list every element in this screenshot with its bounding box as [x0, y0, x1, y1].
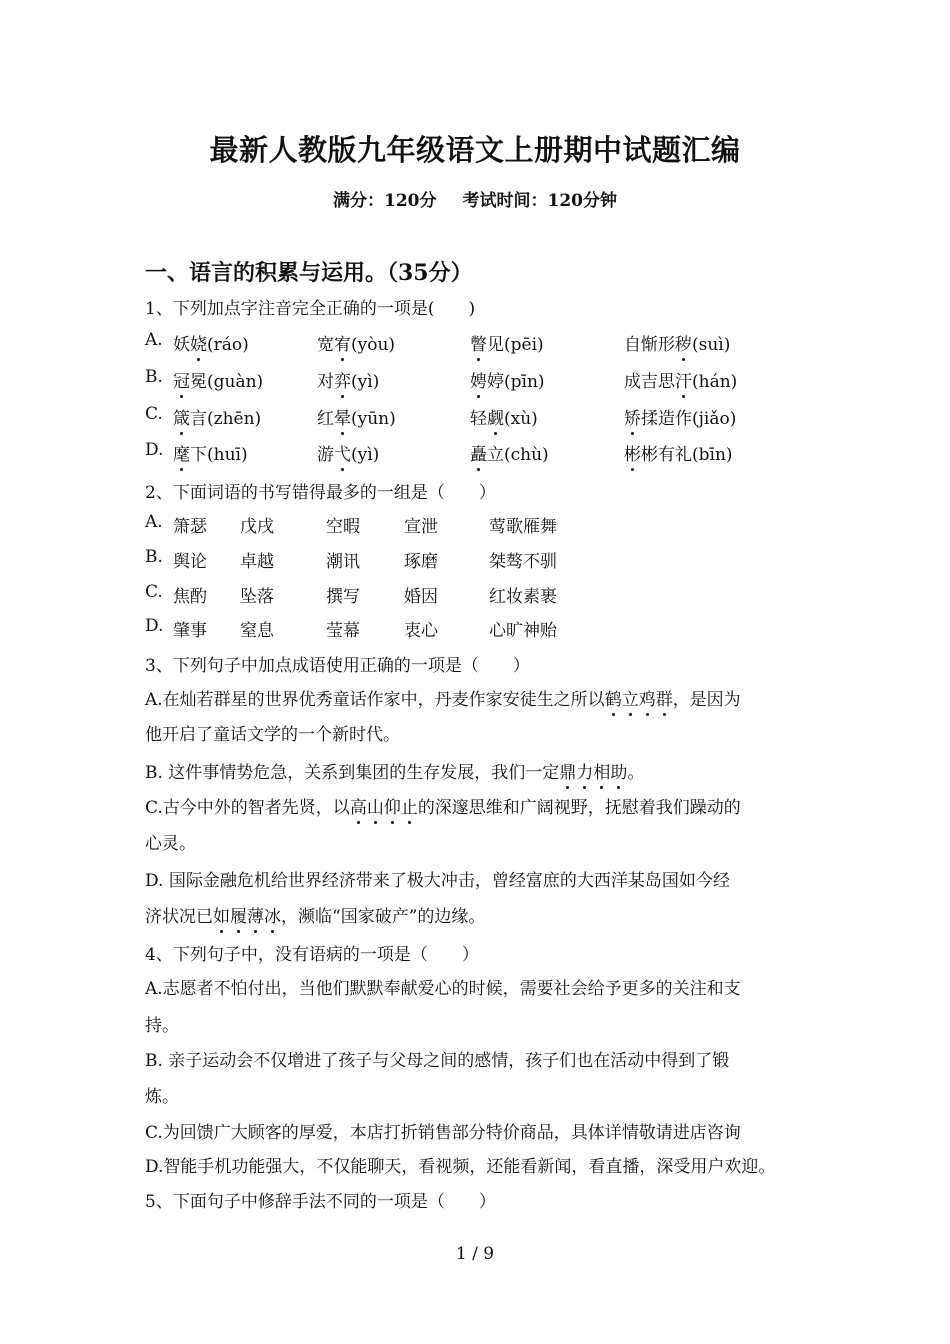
section-heading: 一、语言的积累与运用。（35分）	[145, 260, 473, 286]
q2-option-label: B.	[145, 547, 163, 567]
emphasis-dot-char: 矫	[624, 404, 641, 429]
question-3-option-c: C.古今中外的智者先贤，以高山仰止的深邃思维和广阔视野，抚慰着我们躁动的	[145, 793, 741, 818]
emphasis-dot-char: 如	[213, 902, 230, 927]
emphasis-dot-char: 助	[610, 758, 627, 783]
question-3-option-d: D. 国际金融危机给世界经济带来了极大冲击，曾经富庶的大西洋某岛国如今经	[145, 871, 730, 891]
q2-word: 婚因	[404, 587, 438, 607]
emphasis-dot-char: 彬	[624, 440, 641, 465]
q1-option-item: 对弈(yì)	[317, 367, 379, 392]
q1-option-item: 娉婷(pīn)	[470, 367, 545, 392]
emphasis-dot-char: 晕	[334, 404, 351, 429]
emphasis-dot-char: 止	[401, 793, 418, 818]
page-number: 1 / 9	[455, 1244, 495, 1264]
emphasis-dot-char: 箴	[173, 404, 190, 429]
q2-word: 焦酌	[173, 587, 207, 607]
question-4-option-c: C.为回馈广大顾客的厚爱，本店打折销售部分特价商品，具体详情敬请进店咨询	[145, 1123, 741, 1143]
exam-time: 考试时间：120分钟	[462, 191, 617, 211]
emphasis-dot-char: 立	[622, 685, 639, 710]
question-4-option-a-cont: 持。	[145, 1016, 179, 1036]
emphasis-dot-char: 鼎	[559, 758, 576, 783]
question-1-stem: 1、下列加点字注音完全正确的一项是( )	[145, 299, 476, 319]
q1-option-item: 麾下(huī)	[173, 440, 248, 465]
document-title: 最新人教版九年级语文上册期中试题汇编	[209, 133, 741, 167]
q1-option-item: 自惭形秽(suì)	[624, 330, 730, 355]
q2-option-label: D.	[145, 616, 164, 636]
question-3-option-d-cont: 济状况已如履薄冰，濒临“国家破产”的边缘。	[145, 902, 485, 927]
emphasis-dot-char: 冰	[264, 902, 281, 927]
question-3-option-a-cont: 他开启了童话文学的一个新时代。	[145, 725, 400, 745]
question-3-option-a: A.在灿若群星的世界优秀童话作家中，丹麦作家安徒生之所以鹤立鸡群，是因为	[145, 685, 741, 710]
emphasis-dot-char: 瞥	[470, 330, 487, 355]
q2-word: 坠落	[240, 587, 274, 607]
emphasis-dot-char: 觑	[487, 404, 504, 429]
q2-word: 潮讯	[326, 552, 360, 572]
q2-word: 舆论	[173, 552, 207, 572]
q2-word: 肇事	[173, 621, 207, 641]
question-4-option-d: D.智能手机功能强大，不仅能聊天，看视频，还能看新闻，看直播，深受用户欢迎。	[145, 1157, 776, 1177]
question-4-option-a: A.志愿者不怕付出，当他们默默奉献爱心的时候，需要社会给予更多的关注和支	[145, 979, 741, 999]
q1-option-label: C.	[145, 404, 163, 424]
q1-option-label: D.	[145, 440, 164, 460]
q1-option-item: 宽宥(yòu)	[317, 330, 395, 355]
full-score: 满分：120分	[333, 191, 437, 211]
emphasis-dot-char: 薄	[247, 902, 264, 927]
q2-word: 心旷神贻	[489, 621, 557, 641]
q2-word: 衷心	[404, 621, 438, 641]
emphasis-dot-char: 汗	[675, 367, 692, 392]
q2-word: 桀骜不驯	[489, 552, 557, 572]
emphasis-dot-char: 山	[367, 793, 384, 818]
q2-option-label: C.	[145, 582, 163, 602]
emphasis-dot-char: 娉	[470, 367, 487, 392]
q1-option-item: 矗立(chù)	[470, 440, 549, 465]
q2-option-label: A.	[145, 512, 163, 532]
q2-word: 莹幕	[326, 621, 360, 641]
question-4-option-b: B. 亲子运动会不仅增进了孩子与父母之间的感情，孩子们也在活动中得到了锻	[145, 1051, 730, 1071]
q2-word: 戊戌	[240, 517, 274, 537]
emphasis-dot-char: 弈	[334, 367, 351, 392]
q2-word: 空暇	[326, 517, 360, 537]
emphasis-dot-char: 高	[350, 793, 367, 818]
emphasis-dot-char: 相	[593, 758, 610, 783]
emphasis-dot-char: 冠	[173, 367, 190, 392]
q1-option-label: B.	[145, 367, 163, 387]
emphasis-dot-char: 力	[576, 758, 593, 783]
q2-word: 琢磨	[404, 552, 438, 572]
q1-option-item: 游弋(yì)	[317, 440, 379, 465]
emphasis-dot-char: 秽	[675, 330, 692, 355]
q2-word: 窒息	[240, 621, 274, 641]
emphasis-dot-char: 仰	[384, 793, 401, 818]
question-4-option-b-cont: 炼。	[145, 1087, 179, 1107]
q2-word: 红妆素裹	[489, 587, 557, 607]
emphasis-dot-char: 麾	[173, 440, 190, 465]
emphasis-dot-char: 娆	[190, 330, 207, 355]
q2-word: 宣泄	[404, 517, 438, 537]
q2-word: 撰写	[326, 587, 360, 607]
question-3-stem: 3、下列句子中加点成语使用正确的一项是（ ）	[145, 656, 530, 676]
emphasis-dot-char: 履	[230, 902, 247, 927]
q1-option-item: 彬彬有礼(bīn)	[624, 440, 733, 465]
q1-option-item: 红晕(yūn)	[317, 404, 396, 429]
q1-option-item: 矫揉造作(jiǎo)	[624, 404, 736, 429]
question-2-stem: 2、下面词语的书写错得最多的一组是（ ）	[145, 483, 496, 503]
question-5-stem: 5、下面句子中修辞手法不同的一项是（ ）	[145, 1192, 496, 1212]
q1-option-item: 箴言(zhēn)	[173, 404, 261, 429]
emphasis-dot-char: 群	[656, 685, 673, 710]
emphasis-dot-char: 鹤	[605, 685, 622, 710]
emphasis-dot-char: 弋	[334, 440, 351, 465]
question-3-option-c-cont: 心灵。	[145, 834, 196, 854]
question-4-stem: 4、下列句子中，没有语病的一项是（ ）	[145, 945, 479, 965]
exam-info	[0, 186, 950, 211]
q2-word: 箫瑟	[173, 517, 207, 537]
q1-option-item: 冠冕(guàn)	[173, 367, 263, 392]
emphasis-dot-char: 鸡	[639, 685, 656, 710]
q1-option-item: 妖娆(ráo)	[173, 330, 249, 355]
q2-word: 莺歌雁舞	[489, 517, 557, 537]
q1-option-item: 成吉思汗(hán)	[624, 367, 737, 392]
emphasis-dot-char: 矗	[470, 440, 487, 465]
q1-option-item: 轻觑(xù)	[470, 404, 538, 429]
emphasis-dot-char: 宥	[334, 330, 351, 355]
q2-word: 卓越	[240, 552, 274, 572]
q1-option-item: 瞥见(pēi)	[470, 330, 544, 355]
q1-option-label: A.	[145, 330, 163, 350]
question-3-option-b: B. 这件事情势危急，关系到集团的生存发展，我们一定鼎力相助。	[145, 758, 644, 783]
